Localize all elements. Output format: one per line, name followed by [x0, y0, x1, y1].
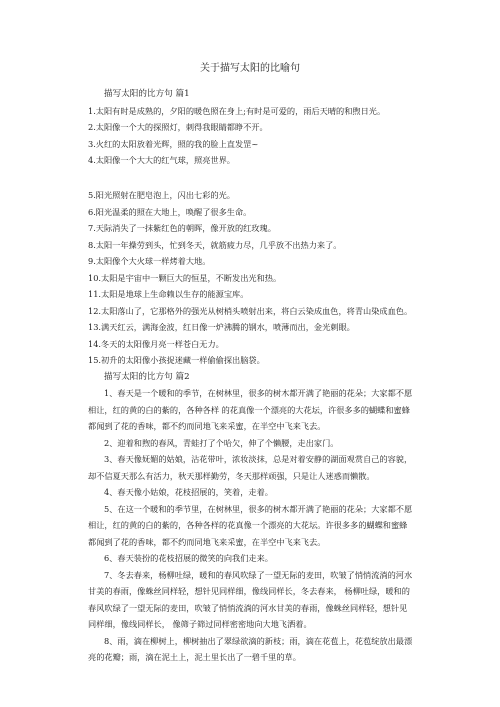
- paragraph: 3、春天像妩媚的姑娘，沾花带叶，浓妆淡抹，总是对着安静的湖面观赏自己的容貌，却不信夏天那么有活力，秋天那样勤劳，冬天那样顽强，只是让人迷惑而懒散。: [88, 454, 413, 481]
- list-item: 9.太阳像个大火球一样烤着大地。: [88, 256, 211, 266]
- paragraph: 6、春天装扮的花枝招展的微笑的向我们走来。: [104, 553, 273, 563]
- list-item: 5.阳光照射在肥皂泡上，闪出七彩的光。: [88, 190, 235, 200]
- list-item: 8.太阳一年操劳到头，忙到冬天，就筋疲力尽，几乎放不出热力来了。: [88, 239, 342, 250]
- paragraph: 4、春天像小姑娘，花枝招展的，笑着，走着。: [104, 487, 273, 497]
- list-item: 11.太阳是地球上生命赖以生存的能源宝库。: [88, 289, 249, 299]
- list-item: 15.初升的太阳像小孩捉迷藏一样偷偷探出脑袋。: [88, 355, 265, 365]
- list-item: 13.满天红云，满海金波，红日像一炉沸腾的钢水，喷薄而出，金光刺眼。: [88, 322, 355, 332]
- list-item: 3.火红的太阳放着光辉，照的我的脸上直发罡~: [88, 138, 259, 149]
- document-title: 关于描写太阳的比喻句: [200, 63, 300, 74]
- paragraph: 5、在这一个暖和的季节里，在树林里，很多的树木都开满了艳丽的花朵；大家都不愿相让，红的黄的白的紫的，各种各样的花真像一个漂亮的大花坛。许很多多的蝴蝶和蜜蜂都闻到了花的香味，都不约而同地飞来采蜜，在半空中飞来飞去。: [88, 503, 413, 547]
- list-item: 4.太阳像一个大大的红气球，照亮世界。: [88, 155, 235, 165]
- list-item: 14.冬天的太阳像月亮一样苍白无力。: [88, 338, 224, 349]
- paragraph: 2、迎着和煦的春风，青蛙打了个哈欠，伸了个懒腰，走出家门。: [104, 437, 339, 448]
- list-item: 7.天际消失了一抹紫红色的朝晖，像开放的红玫瑰。: [88, 223, 276, 233]
- section1-heading: 描写太阳的比方句 篇1: [104, 89, 190, 99]
- list-item: 6.阳光温柔的照在大地上，唤醒了很多生命。: [88, 206, 252, 217]
- list-item: 1.太阳有时是成熟的，夕阳的暖色照在身上;有时是可爱的，雨后天晴的和煦日光。: [88, 105, 386, 116]
- section1-group2: [88, 187, 414, 666]
- list-item: 2.太阳像一个大的探照灯，刺得我眼睛都睁不开。: [88, 122, 268, 132]
- section1: [88, 86, 414, 169]
- paragraph: 1、春天是一个暖和的季节，在树林里，很多的树木都开满了艳丽的花朵；大家都不愿相让，红的黄的白的紫的，各种各样 的花真像一个漂亮的大花坛，许很多多的蝴蝶和蜜蜂都闻到了花的香味，都不约而同地飞来采蜜，在半空中飞来飞去。: [88, 388, 413, 431]
- section2-heading: 描写太阳的比方句 篇2: [104, 371, 190, 382]
- paragraph: 7、冬去春来，杨柳吐绿，暖和的春风吹绿了一望无际的麦田，吹皱了悄悄流淌的河水甘美的春雨，像蛛丝同样轻，想针见同样细，像线同样长，冬去春来， 杨柳吐绿，暖和的春风吹绿了一望无际的麦田，吹皱了悄悄流淌的河水甘美的春雨，像蛛丝同样轻，想针见同样细，像线同样长， 像筛子筛过同样密密地向大地飞洒着。: [88, 569, 413, 629]
- list-item: 10.太阳是宇宙中一颗巨大的恒星，不断发出光和热。: [88, 272, 282, 283]
- list-item: 12.太阳落山了，它那格外的强光从树梢头喷射出来，将白云染成血色，将青山染成血色。: [88, 305, 413, 316]
- paragraph: 8、雨，滴在柳树上，柳树抽出了翠绿欲滴的新枝；雨，滴在花苞上，花苞绽放出最漂亮的花瓣；雨，滴在泥土上，泥土里长出了一碧千里的草。: [88, 635, 413, 662]
